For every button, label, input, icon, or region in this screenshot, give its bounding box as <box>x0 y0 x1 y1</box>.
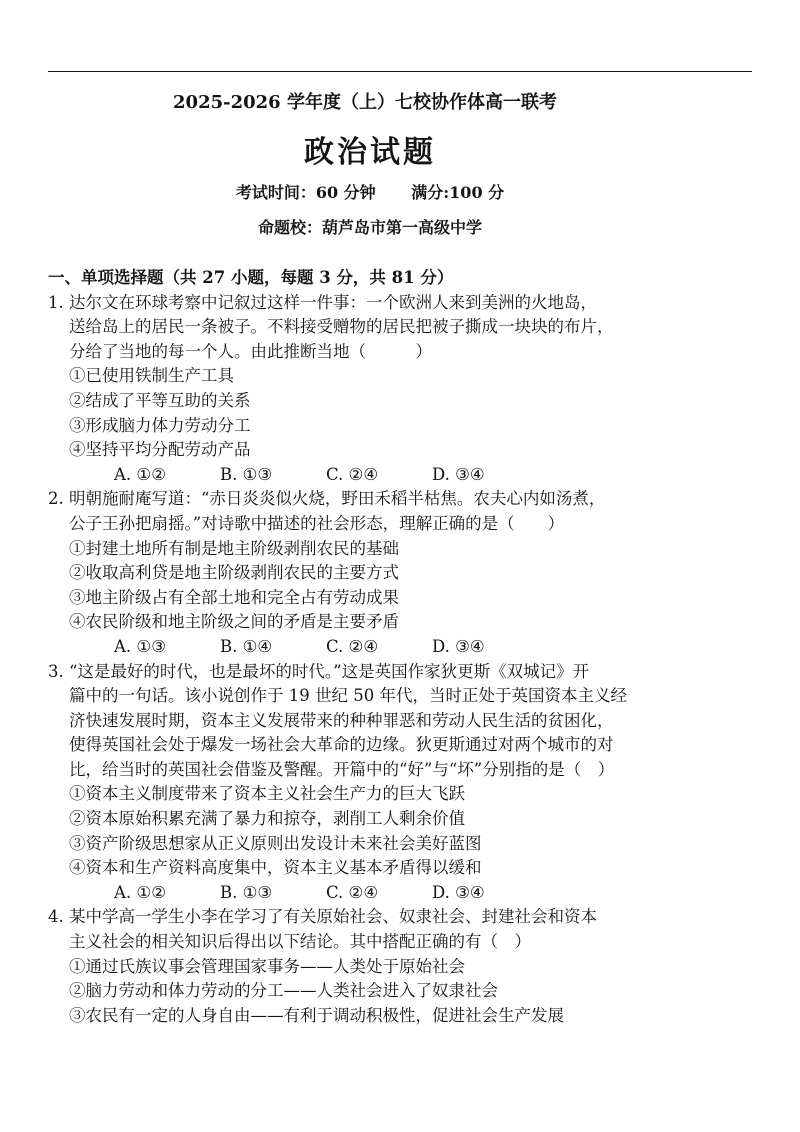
statement-option: ①资本主义制度带来了资本主义社会生产力的巨大飞跃 <box>69 784 465 804</box>
choice-b: B. ①④ <box>220 636 273 656</box>
question-4 <box>48 905 752 1028</box>
question-stem-line: 送给岛上的居民一条被子。不料接受赠物的居民把被子撕成一块块的布片， <box>69 317 614 337</box>
statement-option: ④坚持平均分配劳动产品 <box>69 440 251 460</box>
choice-d: D. ③④ <box>432 464 485 484</box>
question-stem-line: 篇中的一句话。该小说创作于 19 世纪 50 年代，当时正处于英国资本主义经 <box>69 686 627 706</box>
answer-choices <box>48 881 752 906</box>
exam-score: 满分:100 分 <box>411 183 505 202</box>
question-stem-line: 使得英国社会处于爆发一场社会大革命的边缘。狄更斯通过对两个城市的对 <box>69 735 614 755</box>
choice-c: C. ②④ <box>326 882 379 902</box>
statement-option: ②脑力劳动和体力劳动的分工——人类社会进入了奴隶社会 <box>69 981 498 1001</box>
section-title: 一、单项选择题（共 27 小题，每题 3 分，共 81 分） <box>48 268 454 287</box>
choice-d: D. ③④ <box>432 882 485 902</box>
question-stem-line: 3. “这是最好的时代，也是最坏的时代。”这是英国作家狄更斯《双城记》开 <box>48 660 752 685</box>
statement-option: ①封建土地所有制是地主阶级剥削农民的基础 <box>69 538 399 558</box>
question-stem-line: 比，给当时的英国社会借鉴及警醒。开篇中的“好”与“坏”分别指的是（ ） <box>69 759 615 779</box>
choice-c: C. ②④ <box>326 636 379 656</box>
top-rule <box>48 71 752 72</box>
choice-b: B. ①③ <box>220 882 273 902</box>
exam-meta <box>0 180 770 203</box>
subject-title: 政治试题 <box>304 135 436 170</box>
statement-option: ④农民阶级和地主阶级之间的矛盾是主要矛盾 <box>69 612 399 632</box>
question-number: 3. <box>48 661 64 681</box>
statement-option: ③农民有一定的人身自由——有利于调动积极性，促进社会生产发展 <box>69 1005 564 1025</box>
choice-d: D. ③④ <box>432 636 485 656</box>
choice-c: C. ②④ <box>326 464 379 484</box>
statement-option: ④资本和生产资料高度集中，资本主义基本矛盾得以缓和 <box>69 858 482 878</box>
question-1 <box>48 291 752 488</box>
statement-option: ③资产阶级思想家从正义原则出发设计未来社会美好蓝图 <box>69 833 482 853</box>
statement-option: ③形成脑力体力劳动分工 <box>69 415 251 435</box>
exam-name: 2025-2026 学年度（上）七校协作体高一联考 <box>173 92 557 113</box>
question-number: 1. <box>48 292 64 312</box>
question-number: 4. <box>48 907 64 927</box>
question-stem-line: 济快速发展时期，资本主义发展带来的种种罪恶和劳动人民生活的贫困化， <box>69 710 614 730</box>
statement-option: ②结成了平等互助的关系 <box>69 390 251 410</box>
choice-b: B. ①③ <box>220 464 273 484</box>
question-number: 2. <box>48 489 64 509</box>
statement-option: ③地主阶级占有全部土地和完全占有劳动成果 <box>69 587 399 607</box>
question-stem-line: 分给了当地的每一个人。由此推断当地（ ） <box>69 341 432 361</box>
question-3 <box>48 660 752 906</box>
question-stem-line: 主义社会的相关知识后得出以下结论。其中搭配正确的有（ ） <box>69 932 531 952</box>
exam-school: 命题校：葫芦岛市第一高级中学 <box>257 218 482 237</box>
answer-choices <box>48 635 752 660</box>
question-section <box>48 266 752 1028</box>
statement-option: ①通过氏族议事会管理国家事务——人类处于原始社会 <box>69 956 465 976</box>
question-stem-line: 2. 明朝施耐庵写道：“赤日炎炎似火烧，野田禾稻半枯焦。农夫心内如汤煮， <box>48 487 752 512</box>
question-stem-line: 4. 某中学高一学生小李在学习了有关原始社会、奴隶社会、封建社会和资本 <box>48 905 752 930</box>
answer-choices <box>48 463 752 488</box>
choice-a: A. ①② <box>114 464 166 484</box>
choice-a: A. ①② <box>114 882 166 902</box>
statement-option: ②收取高利贷是地主阶级剥削农民的主要方式 <box>69 563 399 583</box>
question-2 <box>48 487 752 659</box>
question-stem-line: 公子王孙把扇摇。”对诗歌中描述的社会形态，理解正确的是（ ） <box>69 513 565 533</box>
choice-a: A. ①③ <box>114 636 166 656</box>
question-stem-line: 1. 达尔文在环球考察中记叙过这样一件事：一个欧洲人来到美洲的火地岛， <box>48 291 752 316</box>
exam-time: 考试时间：60 分钟 <box>235 183 376 202</box>
statement-option: ①已使用铁制生产工具 <box>69 366 234 386</box>
statement-option: ②资本原始积累充满了暴力和掠夺，剥削工人剩余价值 <box>69 809 465 829</box>
